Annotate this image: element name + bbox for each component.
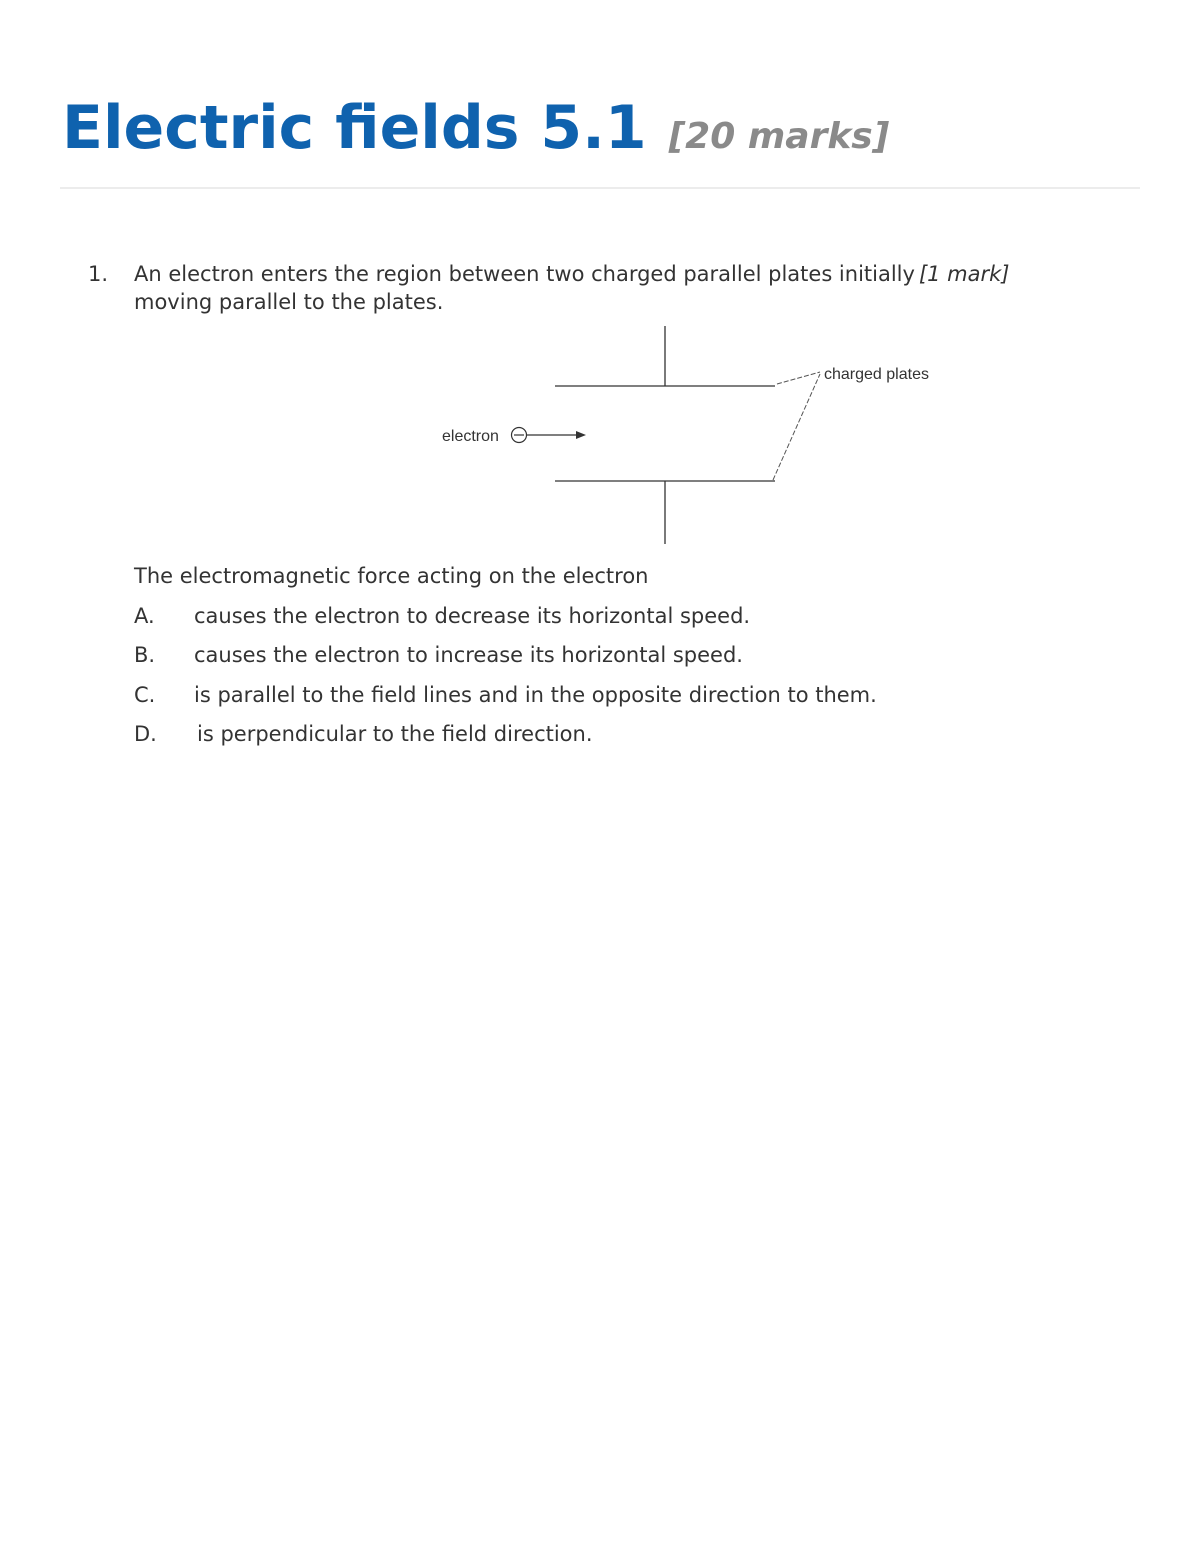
option-letter: A. — [134, 604, 155, 628]
page-title — [62, 93, 890, 163]
question-text-line1: An electron enters the region between two charged parallel plates initially — [134, 262, 915, 286]
title-divider — [60, 187, 1140, 189]
option-letter: D. — [134, 722, 157, 746]
option-text: is perpendicular to the field direction. — [197, 722, 593, 746]
question-text — [134, 260, 1134, 316]
option-d — [134, 720, 593, 748]
total-marks: [20 marks] — [668, 116, 890, 157]
option-text: causes the electron to decrease its horizontal speed. — [194, 604, 751, 628]
question-text-line2: moving parallel to the plates. — [134, 290, 444, 314]
option-a — [134, 602, 750, 630]
option-letter: B. — [134, 643, 156, 667]
question-number: 1. — [88, 262, 109, 286]
electron-icon — [512, 428, 527, 443]
option-letter: C. — [134, 683, 156, 707]
option-b — [134, 641, 743, 669]
question-stem: The electromagnetic force acting on the electron — [134, 564, 649, 588]
leader-line-top — [777, 372, 820, 384]
leader-line-bottom — [773, 374, 820, 480]
question-marks: [1 mark] — [918, 262, 1010, 286]
arrow-head-icon — [576, 431, 586, 439]
title-text: Electric fields 5.1 — [62, 93, 647, 163]
parallel-plates-diagram — [430, 320, 970, 550]
option-text: causes the electron to increase its horizontal speed. — [194, 643, 743, 667]
option-text: is parallel to the field lines and in the opposite direction to them. — [194, 683, 877, 707]
option-c — [134, 681, 877, 709]
charged-plates-label: charged plates — [824, 366, 929, 383]
electron-label: electron — [442, 428, 499, 445]
